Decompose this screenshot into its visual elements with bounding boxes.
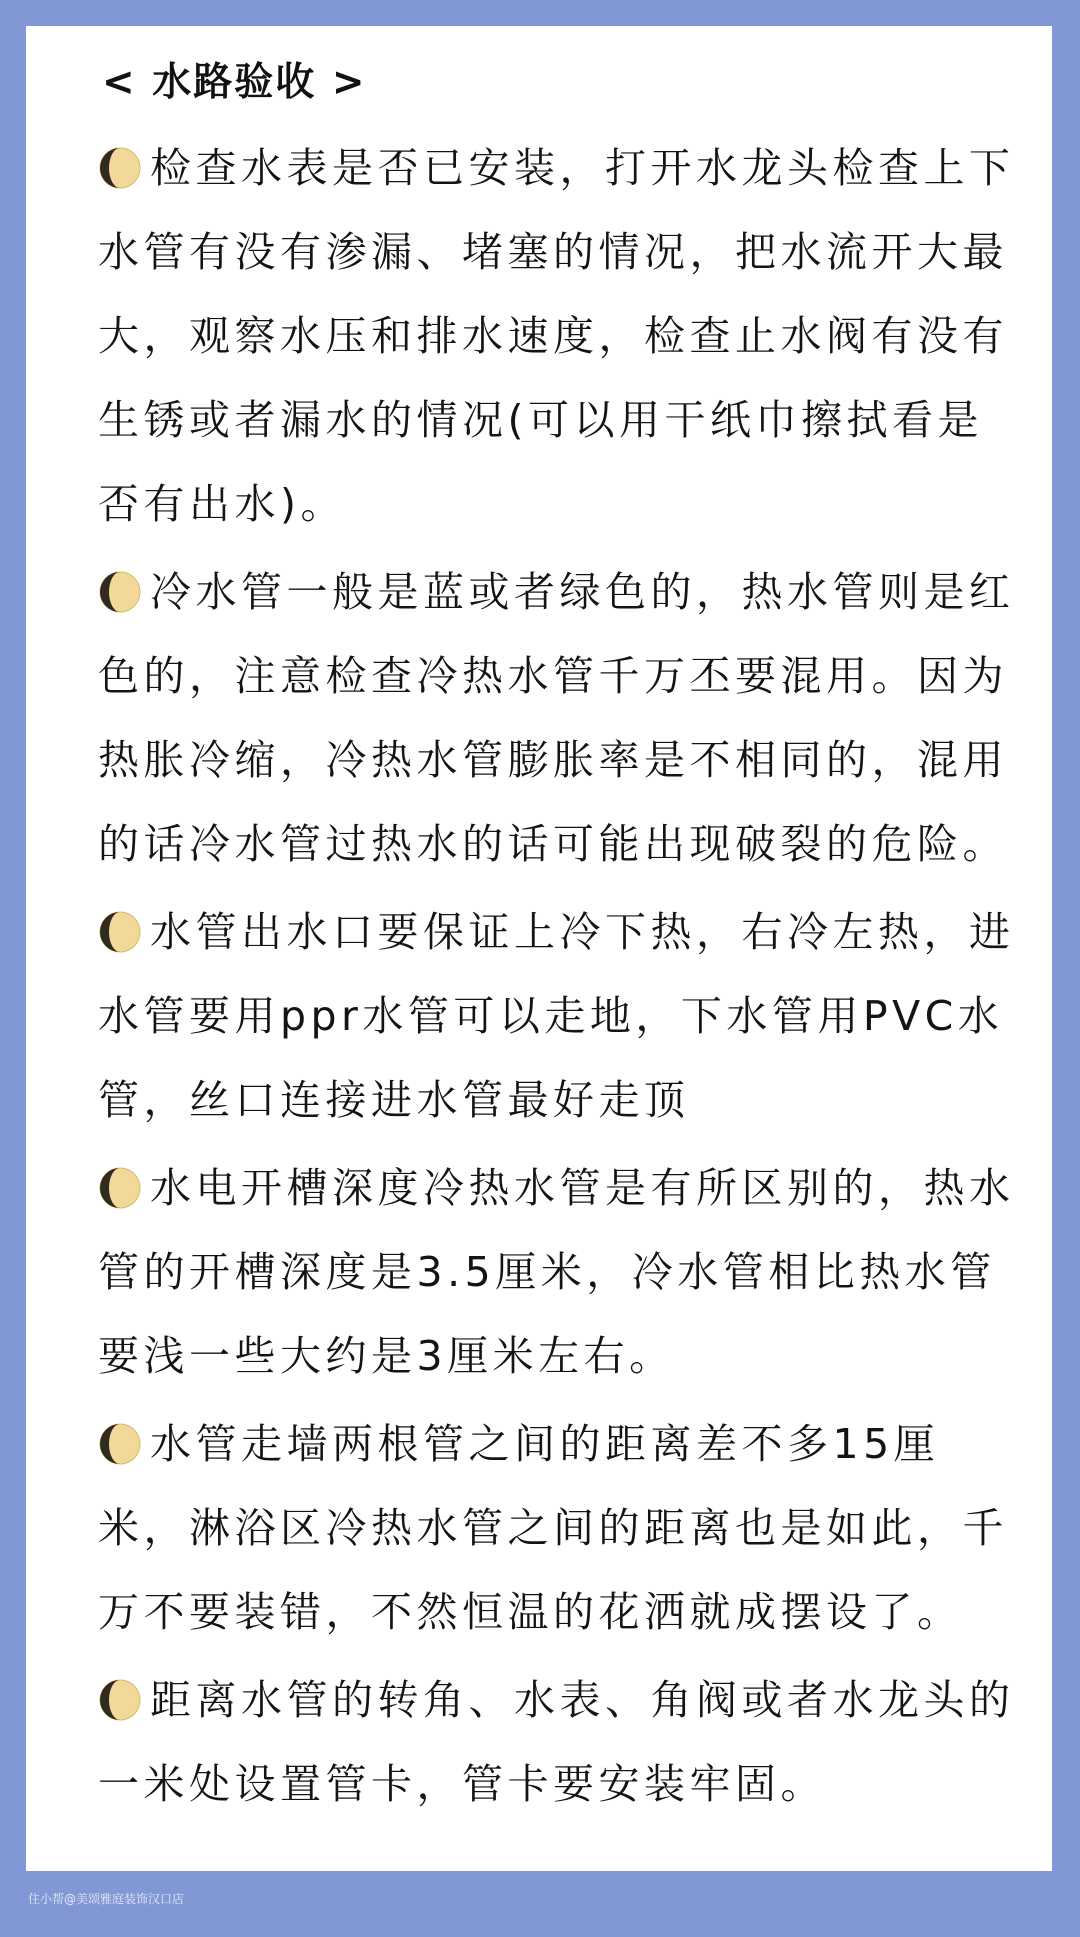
paragraph-text: 水电开槽深度冷热水管是有所区别的，热水管的开槽深度是3.5厘米，冷水管相比热水管要浅一些大约是3厘米左右。 [98, 1164, 1015, 1380]
crescent-moon-icon [98, 146, 142, 190]
content-card [26, 26, 1052, 1871]
watermark: 住小帮@美颂雅庭装饰汉口店 [28, 1892, 185, 1906]
crescent-moon-icon [98, 910, 142, 954]
paragraph [98, 550, 1028, 886]
page-title: < 水路验收 > [102, 60, 367, 105]
paragraph-text: 水管走墙两根管之间的距离差不多15厘米，淋浴区冷热水管之间的距离也是如此，千万不要装错，不然恒温的花洒就成摆设了。 [98, 1420, 1008, 1636]
paragraph [98, 1146, 1028, 1398]
paragraph-text: 冷水管一般是蓝或者绿色的，热水管则是红色的，注意检查冷热水管千万丕要混用。因为热胀冷缩，冷热水管膨胀率是不相同的，混用的话冷水管过热水的话可能出现破裂的危险。 [98, 568, 1015, 868]
paragraph [98, 1402, 1028, 1654]
paragraph-text: 检查水表是否已安装，打开水龙头检查上下水管有没有渗漏、堵塞的情况，把水流开大最大，观察水压和排水速度，检查止水阀有没有生锈或者漏水的情况(可以用干纸巾擦拭看是否有出水)。 [98, 144, 1015, 528]
paragraph [98, 126, 1028, 546]
paragraph-text: 水管出水口要保证上冷下热，右冷左热，进水管要用ppr水管可以走地，下水管用PVC水管，丝口连接进水管最好走顶 [98, 908, 1015, 1124]
paragraph [98, 890, 1028, 1142]
paragraph-text: 距离水管的转角、水表、角阀或者水龙头的一米处设置管卡，管卡要安装牢固。 [98, 1676, 1015, 1808]
paragraph [98, 1658, 1028, 1826]
crescent-moon-icon [98, 1678, 142, 1722]
crescent-moon-icon [98, 1422, 142, 1466]
crescent-moon-icon [98, 570, 142, 614]
article-body [98, 126, 1028, 1830]
crescent-moon-icon [98, 1166, 142, 1210]
